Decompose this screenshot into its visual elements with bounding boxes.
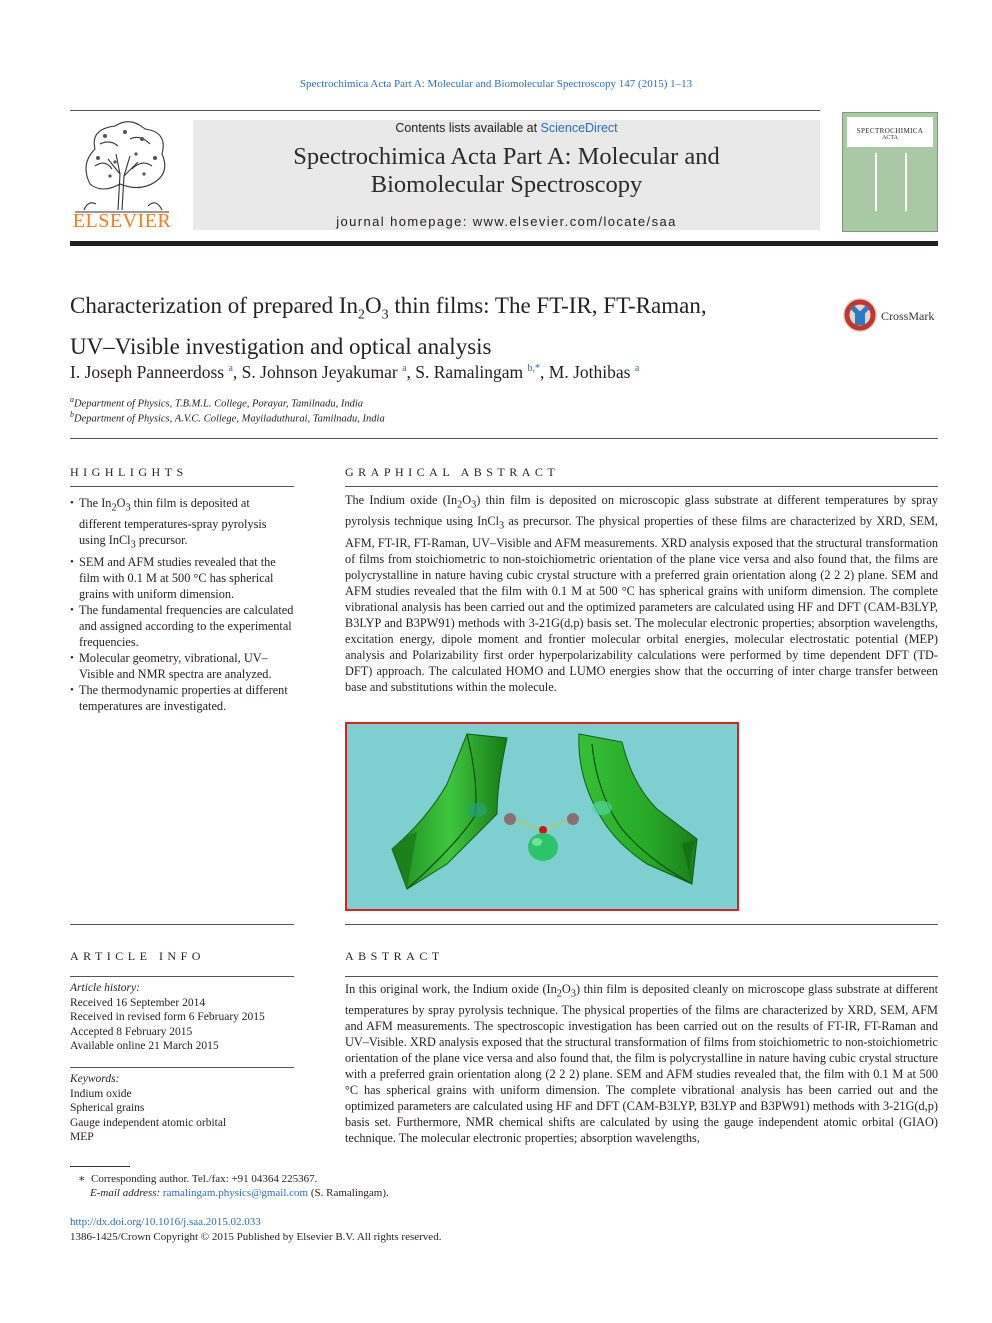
graphical-abstract-text: The Indium oxide $(In_2O_3)$ thin film is deposited on microscopic glass substrate at different temperatures by spray pyrolysis technique using InCl$_3$ as precursor. The physical properties of these films are characterized by XRD, SEM, AFM, FT-IR, FT-Raman, UV–Visible and AFM measurements. XRD analysis exposed that the structural transformation of films from stoichiometric to non-stoichiometric orientation of the plane vice versa and also found that, the films are polycrystalline in nature having cubic crystal structure with a preferred grain orientation along (2 2 2) plane. SEM and AFM studies revealed that the film with 0.1 M at 500 °C has spherical grains with uniform dimension. The complete vibrational analysis has been carried out and the optimized parameters are calculated using HF and DFT (CAM-B3LYP, B3LYP and B3PW91) methods with 3-21G(d,p) basis set. The molecular electronic properties; absorption wavelengths, excitation energy, dipole moment and frontier molecular orbital energies, molecular electrostatic potential (MEP) analysis and Polarizability first order hyperpolarizability calculations were performed by time dependent DFT (TD-DFT) approach. The calculated HOMO and LUMO energies show that the occurring of inter charge transfer between base and substitutions within the molecule. [345, 493, 938, 694]
atom [539, 826, 547, 834]
article-title-line1: Characterization of prepared $In_2O_3$ thin films: The FT-IR, FT-Raman, [70, 293, 707, 323]
doi-link[interactable]: http://dx.doi.org/10.1016/j.saa.2015.02.033 [70, 1216, 261, 1228]
cover-title-line2: ACTA [882, 135, 898, 141]
molecular-orbital-illustration [347, 724, 737, 909]
atom [504, 813, 516, 825]
elsevier-wordmark: ELSEVIER [72, 210, 172, 232]
elsevier-logo [70, 114, 174, 232]
atom [567, 813, 579, 825]
history-item: Received in revised form 6 February 2015 [70, 1011, 265, 1023]
affiliation-label: b [70, 410, 74, 419]
journal-homepage[interactable]: journal homepage: www.elsevier.com/locate/saa [336, 214, 677, 229]
highlights-rule [70, 486, 294, 487]
history-label: Article history: [70, 982, 140, 994]
article-info-rule [70, 976, 294, 977]
highlight-item: • The $In_2O_3$ thin film is deposited at different temperatures-spray pyrolysis using InCl$_3$ precursor. [70, 495, 294, 554]
keywords-label: Keywords: [70, 1073, 120, 1085]
email-note [90, 1187, 389, 1199]
affiliation-label: a [70, 395, 74, 404]
highlight-item: • SEM and AFM studies revealed that the film with 0.1 M at 500 °C has spherical grains with uniform dimension. [70, 554, 294, 602]
keywords-rule [70, 1067, 294, 1068]
author-name[interactable]: , M. Jothibas [540, 362, 631, 382]
highlight-item: • The fundamental frequencies are calculated and assigned according to the experimental frequencies. [70, 602, 294, 650]
keyword: Spherical grains [70, 1102, 145, 1114]
author-affiliation-ref[interactable]: a [634, 363, 640, 375]
cover-title-line1: SPECTROCHIMICA [856, 127, 924, 135]
abstract-text: In this original work, the Indium oxide $(In_2O_3)$ thin film is deposited cleanly on microscope glass substrate at different temperatures by spray pyrolysis technique. The physical properties of the films are characterized by XRD, SEM, AFM and AFM measurements. The spectroscopic investigation has been carried out on the results of FT-IR, FT-Raman and UV–Visible. XRD analysis exposed that the structural transformation of films from stoichiometric to non-stoichiometric orientation of the plane vice versa and also found that, the film is polycrystalline in nature having cubic crystal structure with a preferred grain orientation along (2 2 2) plane. SEM and AFM studies revealed that, the film with 0.1 M at 500 °C has spherical grains with uniform dimension. The complete vibrational analysis has been carried out and the optimized parameters are calculated using HF and DFT (CAM-B3LYP, B3LYP and B3PW91) methods with 3-21G(d,p) basis set. Furthermore, NMR chemical shifts are calculated by using the gauge independent atomic orbital (GIAO) technique. The molecular electronic properties; absorption wavelengths, [345, 982, 939, 1146]
affiliation-text: Department of Physics, A.V.C. College, Mayiladuthurai, Tamilnadu, India [74, 413, 385, 425]
author-affiliation-ref[interactable]: a [228, 363, 233, 375]
author-affiliation-ref[interactable]: a [402, 363, 407, 375]
highlight-item: • Molecular geometry, vibrational, UV–Visible and NMR spectra are analyzed. [70, 650, 294, 682]
email-link[interactable]: ramalingam.physics@gmail.com [162, 1187, 309, 1199]
footnote-rule [70, 1166, 130, 1167]
cover-stripe [905, 153, 907, 211]
affiliation-b [70, 410, 385, 425]
corresponding-text: Corresponding author. Tel./fax: +91 04364 225367. [90, 1173, 318, 1185]
journal-title [193, 143, 820, 199]
journal-cover-thumbnail[interactable] [842, 112, 938, 232]
keywords [70, 1072, 294, 1145]
author-name[interactable]: , S. Johnson Jeyakumar [232, 362, 398, 382]
journal-citation[interactable]: Spectrochimica Acta Part A: Molecular and Biomolecular Spectroscopy 147 (2015) 1–13 [299, 78, 693, 90]
article-history [70, 981, 294, 1054]
graphical-abstract-rule [345, 486, 938, 487]
highlight-item: • The thermodynamic properties at different temperatures are investigated. [70, 682, 294, 714]
affiliation-a [70, 395, 363, 410]
abstract-top-rule [345, 924, 938, 925]
author-affiliation-ref[interactable]: b,* [527, 363, 541, 375]
highlights-heading: HIGHLIGHTS [70, 465, 188, 479]
highlights-list [70, 495, 294, 714]
article-title [70, 290, 830, 362]
affiliation-divider [70, 438, 938, 439]
sciencedirect-link[interactable]: ScienceDirect [540, 121, 618, 135]
email-label: E-mail address: [90, 1187, 161, 1199]
crossmark-label: CrossMark [881, 309, 935, 323]
author-name[interactable]: , S. Ramalingam [406, 362, 524, 382]
contents-prefix: Contents lists available at [395, 121, 538, 135]
journal-title-line1: Spectrochimica Acta Part A: Molecular and [293, 143, 720, 170]
asterisk-icon: ∗ [78, 1173, 91, 1185]
graphical-abstract-heading: GRAPHICAL ABSTRACT [345, 465, 560, 479]
history-item: Available online 21 March 2015 [70, 1040, 219, 1052]
article-info-top-rule [70, 924, 294, 925]
journal-title-line2: Biomolecular Spectroscopy [370, 171, 643, 198]
elsevier-tree-icon [70, 114, 174, 214]
abstract-rule [345, 976, 938, 977]
email-suffix: (S. Ramalingam). [310, 1187, 389, 1199]
contents-available [193, 121, 820, 135]
author-name[interactable]: I. Joseph Panneerdoss [70, 362, 225, 382]
abstract-heading: ABSTRACT [345, 949, 444, 963]
keyword: MEP [70, 1131, 94, 1143]
affiliation-text: Department of Physics, T.B.M.L. College, Porayar, Tamilnadu, India [74, 398, 364, 410]
keyword: Gauge independent atomic orbital [70, 1116, 227, 1129]
header-divider [70, 110, 820, 111]
author-list [70, 362, 830, 383]
cover-title-panel [847, 117, 933, 147]
graphical-abstract-figure[interactable] [345, 722, 739, 911]
header-thick-rule [70, 241, 938, 246]
corresponding-author-note [78, 1172, 317, 1185]
copyright: 1386-1425/Crown Copyright © 2015 Published by Elsevier B.V. All rights reserved. [70, 1231, 442, 1243]
cover-stripe [875, 153, 877, 211]
history-item: Accepted 8 February 2015 [70, 1025, 193, 1038]
keyword: Indium oxide [70, 1087, 132, 1100]
history-item: Received 16 September 2014 [70, 996, 206, 1009]
crossmark-icon [842, 297, 878, 333]
crossmark-badge[interactable] [842, 297, 942, 335]
article-title-line2: UV–Visible investigation and optical analysis [70, 333, 492, 359]
article-info-heading: ARTICLE INFO [70, 949, 205, 963]
